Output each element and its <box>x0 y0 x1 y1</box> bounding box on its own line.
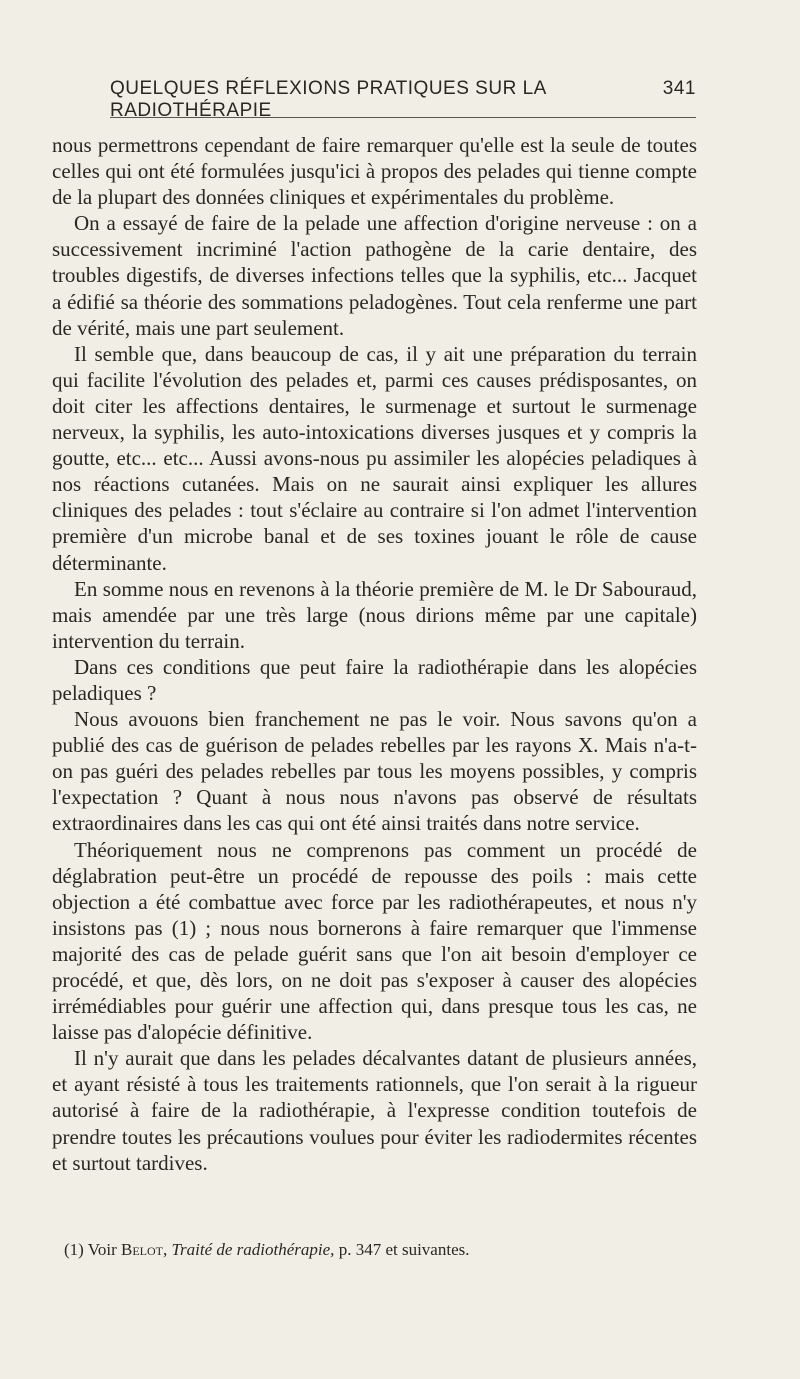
paragraph-1: nous permettrons cependant de faire remarquer qu'elle est la seule de toutes celles qui ont été formulées jusqu'ici à propos des pelades qui tienne compte de la plupart des données cliniques et expérimentales du problème. <box>52 133 697 210</box>
footnote-rest: p. 347 et suivantes. <box>338 1240 470 1259</box>
paragraph-7: Théoriquement nous ne comprenons pas comment un procédé de déglabration peut-être un procédé de repousse des poils : mais cette objection a été combattue avec force par les radiothérapeutes, et nous n'y insistons pas (1) ; nous nous bornerons à faire remarquer que l'immense majorité des cas de pelade guérit sans que l'on ait besoin d'employer ce procédé, et que, dès lors, on ne doit pas s'exposer à causer des alopécies irrémédiables pour guérir une affection qui, dans presque tous les cas, ne laisse pas d'alopécie définitive. <box>52 837 697 1045</box>
footnote-marker: (1) <box>64 1240 84 1259</box>
page-number: 341 <box>662 78 696 99</box>
paragraph-6: Nous avouons bien franchement ne pas le voir. Nous savons qu'on a publié des cas de guérison de pelades rebelles par les rayons X. Mais n'a-t-on pas guéri des pelades rebelles par tous les moyens possibles, y compris l'expectation ? Quant à nous nous n'avons pas observé de résultats extraordinaires dans les cas qui ont été ainsi traités dans notre service. <box>52 707 697 836</box>
footnote-lead: Voir <box>87 1240 117 1259</box>
running-header <box>110 78 696 122</box>
paragraph-3: Il semble que, dans beaucoup de cas, il y ait une préparation du terrain qui facilite l'évolution des pelades et, parmi ces causes prédisposantes, on doit citer les affections dentaires, le surmenage et surtout le surmenage nerveux, la syphilis, les auto-intoxications diverses jusques et y compris la goutte, etc... etc... Aussi avons-nous pu assimiler les alopécies peladiques à nos réactions cutanées. Mais on ne saurait ainsi expliquer les allures cliniques des pelades : tout s'éclaire au contraire si l'on admet l'intervention première d'un microbe banal et de ses toxines jouant le rôle de cause déterminante. <box>52 341 697 575</box>
paragraph-8: Il n'y aurait que dans les pelades décalvantes datant de plusieurs années, et ayant résisté à tous les traitements rationnels, que l'on serait à la rigueur autorisé à faire de la radiothérapie, à l'expresse condition toutefois de prendre toutes les précautions voulues pour éviter les radiodermites récentes et surtout tardives. <box>52 1046 697 1175</box>
paragraph-2: On a essayé de faire de la pelade une affection d'origine nerveuse : on a successivement incriminé l'action pathogène de la carie dentaire, des troubles digestifs, de diverses infections telles que la syphilis, etc... Jacquet a édifié sa théorie des sommations peladogènes. Tout cela renferme une part de vérité, mais une part seulement. <box>52 211 697 340</box>
body-text <box>52 132 697 1176</box>
paragraph-4: En somme nous en revenons à la théorie première de M. le Dr Sabouraud, mais amendée par une très large (nous dirions même par une capitale) intervention du terrain. <box>52 576 697 653</box>
paragraph-5: Dans ces conditions que peut faire la radiothérapie dans les alopécies peladiques ? <box>52 654 697 705</box>
header-rule <box>110 117 696 118</box>
footnote-work: Traité de radiothérapie, <box>171 1240 335 1259</box>
footnote-author: Belot, <box>121 1240 168 1259</box>
footnote <box>64 1240 700 1260</box>
running-title: QUELQUES RÉFLEXIONS PRATIQUES SUR LA RADIOTHÉRAPIE <box>110 78 546 121</box>
